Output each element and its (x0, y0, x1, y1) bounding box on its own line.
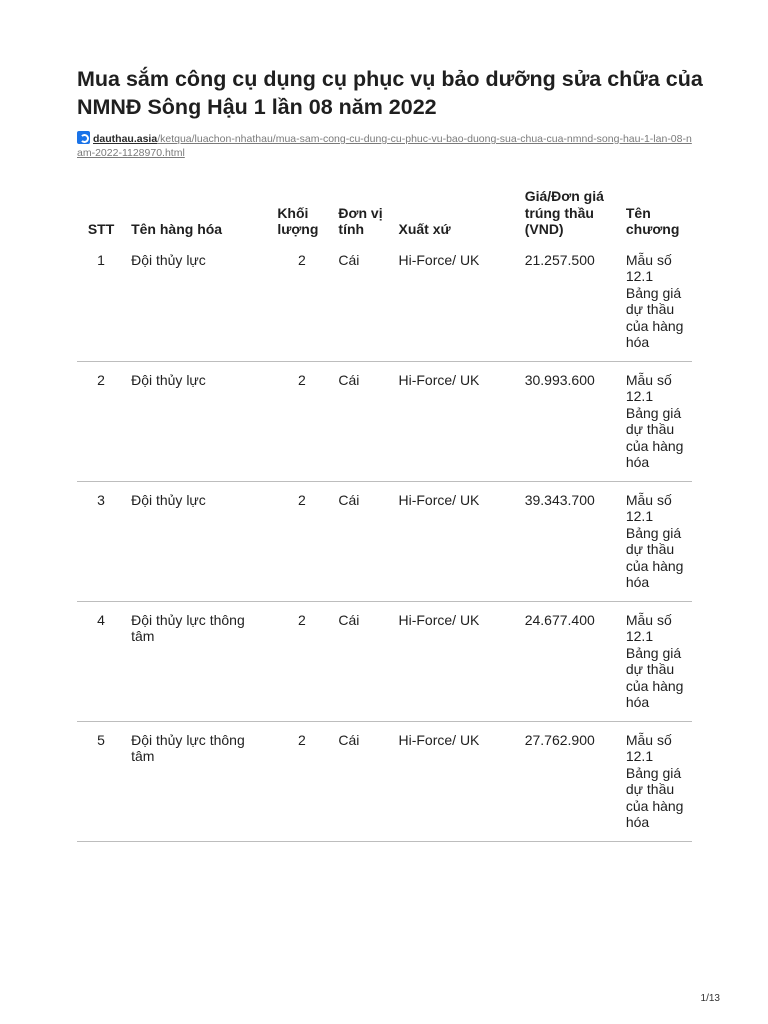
cell-unit: Cái (332, 481, 392, 601)
cell-qty: 2 (271, 361, 332, 481)
cell-unit: Cái (332, 361, 392, 481)
cell-origin: Hi-Force/ UK (393, 246, 519, 362)
cell-qty: 2 (271, 601, 332, 721)
cell-stt: 4 (77, 601, 125, 721)
cell-qty: 2 (271, 481, 332, 601)
cell-origin: Hi-Force/ UK (393, 721, 519, 841)
cell-chapter: Mẫu số 12.1 Bảng giá dự thầu của hàng hóa (620, 481, 692, 601)
cell-unit: Cái (332, 601, 392, 721)
table-row (77, 601, 692, 721)
cell-origin: Hi-Force/ UK (393, 361, 519, 481)
table-header-row (77, 188, 692, 246)
header-chapter: Tên chương (625, 204, 680, 237)
cell-qty: 2 (271, 721, 332, 841)
cell-qty: 2 (271, 246, 332, 362)
source-link[interactable] (77, 131, 692, 160)
page-number: 1/13 (700, 993, 720, 1004)
cell-origin: Hi-Force/ UK (393, 481, 519, 601)
cell-chapter: Mẫu số 12.1 Bảng giá dự thầu của hàng hóa (620, 361, 692, 481)
source-domain[interactable]: dauthau.asia (93, 133, 158, 145)
cell-chapter: Mẫu số 12.1 Bảng giá dự thầu của hàng hóa (620, 721, 692, 841)
goods-table (77, 188, 692, 842)
cell-price: 39.343.700 (519, 481, 620, 601)
cell-stt: 1 (77, 246, 125, 362)
cell-name: Đội thủy lực (125, 361, 271, 481)
table-row (77, 246, 692, 362)
header-unit: Đơn vị tính (338, 204, 383, 237)
cell-price: 24.677.400 (519, 601, 620, 721)
cell-chapter: Mẫu số 12.1 Bảng giá dự thầu của hàng hóa (620, 601, 692, 721)
cell-origin: Hi-Force/ UK (393, 601, 519, 721)
table-row (77, 481, 692, 601)
cell-name: Đội thủy lực thông tâm (125, 721, 271, 841)
header-origin: Xuất xứ (398, 221, 451, 237)
cell-stt: 5 (77, 721, 125, 841)
header-qty: Khối lượng (277, 204, 319, 237)
cell-price: 21.257.500 (519, 246, 620, 362)
cell-name: Đội thủy lực thông tâm (125, 601, 271, 721)
cell-price: 27.762.900 (519, 721, 620, 841)
source-path[interactable]: /ketqua/luachon-nhathau/mua-sam-cong-cu-dung-cu-phuc-vu-bao-duong-sua-chua-cua-nmnd-song-hau-1-lan-08-nam-2022-1128970.html (77, 133, 692, 159)
cell-price: 30.993.600 (519, 361, 620, 481)
header-name: Tên hàng hóa (131, 221, 223, 237)
cell-stt: 3 (77, 481, 125, 601)
cell-unit: Cái (332, 246, 392, 362)
table-row (77, 361, 692, 481)
cell-name: Đội thủy lực (125, 481, 271, 601)
header-price: Giá/Đơn giá trúng thầu (VND) (524, 188, 604, 237)
page-title: Mua sắm công cụ dụng cụ phục vụ bảo dưỡng sửa chữa của NMNĐ Sông Hậu 1 lần 08 năm 2022 (77, 67, 703, 119)
cell-name: Đội thủy lực (125, 246, 271, 362)
cell-unit: Cái (332, 721, 392, 841)
header-stt: STT (87, 221, 115, 237)
cell-stt: 2 (77, 361, 125, 481)
table-row (77, 721, 692, 841)
site-logo-icon (77, 131, 90, 144)
cell-chapter: Mẫu số 12.1 Bảng giá dự thầu của hàng hóa (620, 246, 692, 362)
